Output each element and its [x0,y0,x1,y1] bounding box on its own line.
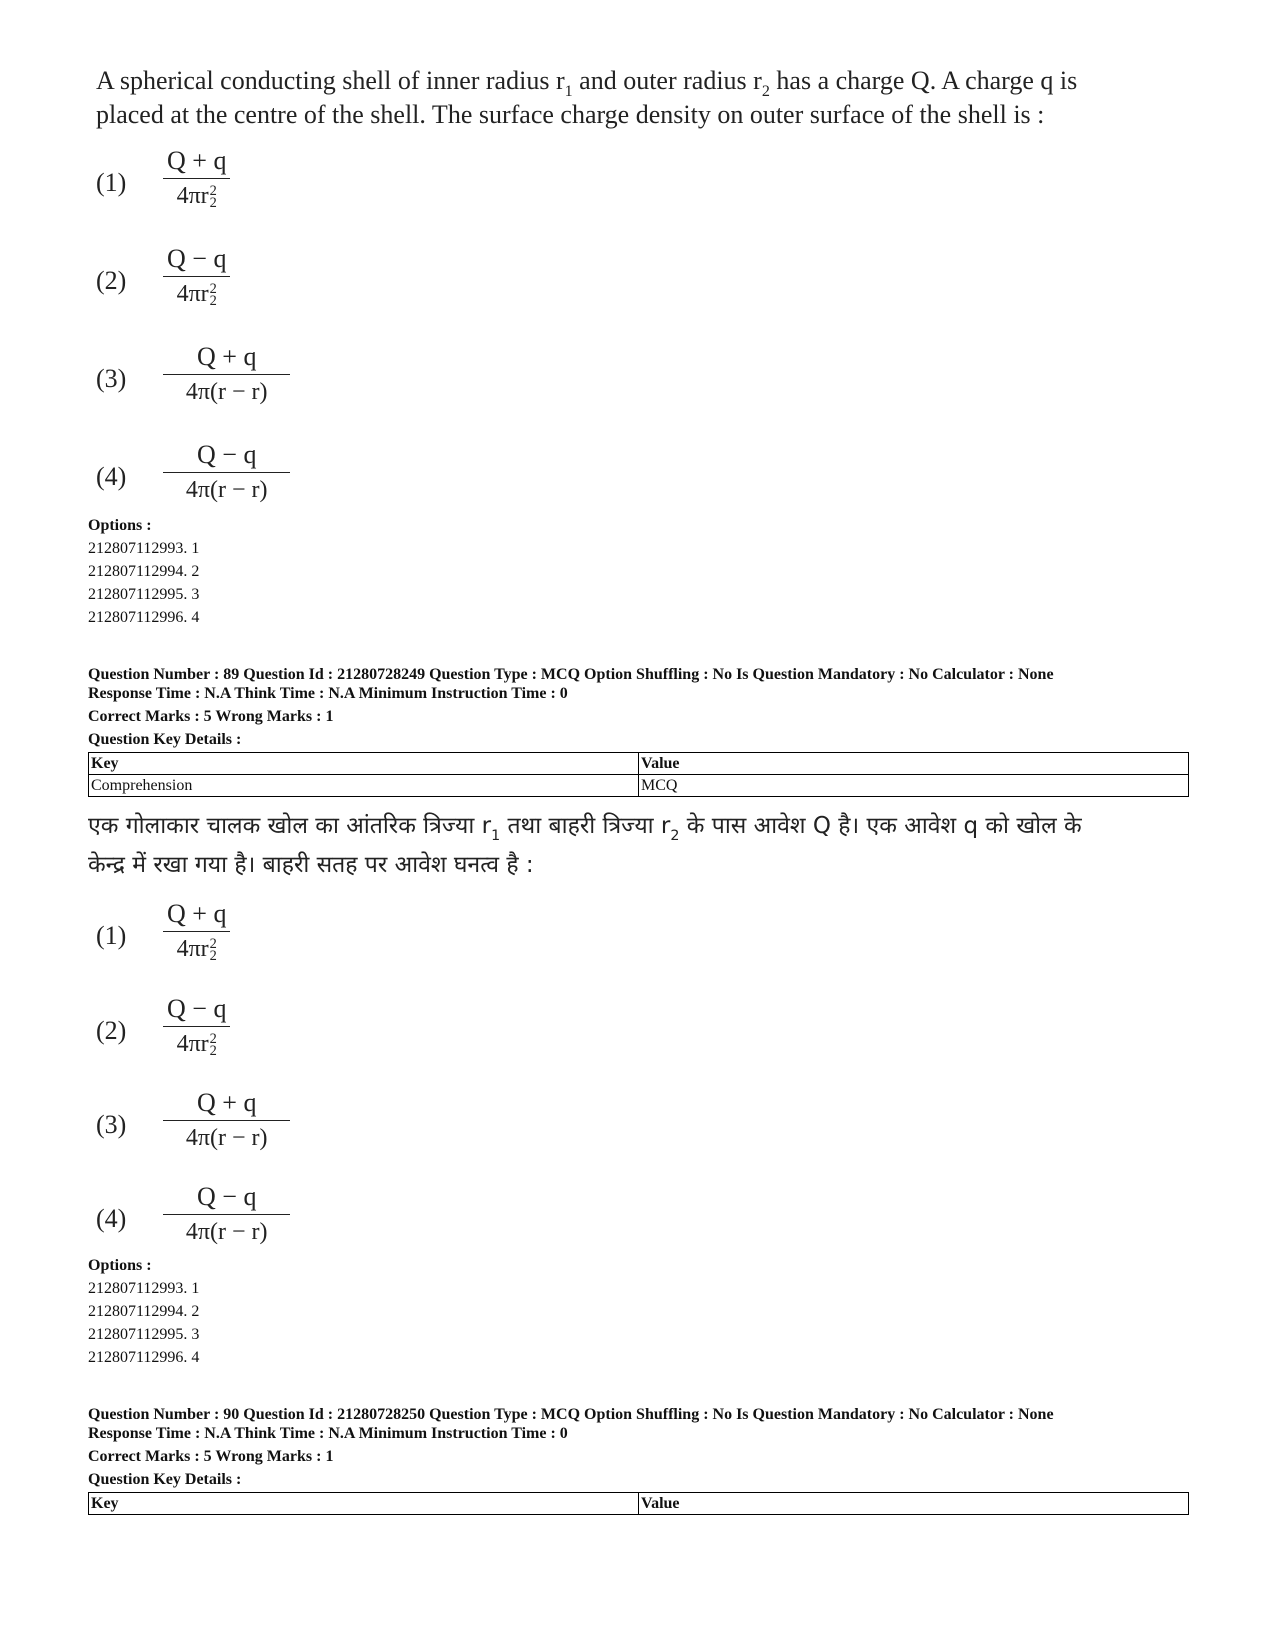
marks-line: Correct Marks : 5 Wrong Marks : 1 [88,1448,334,1465]
fraction: $\frac{Q - q}{4\pi(r - r)}$ [163,1182,290,1247]
key-details-title: Question Key Details : [88,731,242,748]
options-title: Options : [88,517,152,534]
option-item: 212807112994. 2 [88,1303,200,1320]
option-item: 212807112995. 3 [88,1326,200,1343]
marks-line: Correct Marks : 5 Wrong Marks : 1 [88,708,334,725]
response-time-line: Response Time : N.A Think Time : N.A Minimum Instruction Time : 0 [88,1425,568,1442]
question-key-table [88,752,1189,797]
option-item: 212807112993. 1 [88,540,200,557]
question-text-hindi [88,808,1082,883]
option-item: 212807112993. 1 [88,1280,200,1297]
key-details-title: Question Key Details : [88,1471,242,1488]
response-time-line: Response Time : N.A Think Time : N.A Minimum Instruction Time : 0 [88,685,568,702]
answer-choice-3: (3) $\frac{Q + q}{4\pi(r - r)}$ [96,342,496,418]
option-item: 212807112996. 4 [88,609,200,626]
question-line-2: placed at the centre of the shell. The surface charge density on outer surface of the shell is : [96,100,1045,129]
question-info-line: Question Number : 89 Question Id : 21280728249 Question Type : MCQ Option Shuffling : No Is Question Mandatory : No Calculator : None [88,666,1054,683]
fraction: $\frac{Q - q}{4\pi(r - r)}$ [163,440,290,505]
question-text-english [96,66,1077,130]
fraction: Q − q 4πr 2 2 [163,244,230,309]
question-90-meta [88,1405,1054,1489]
options-title: Options : [88,1257,152,1274]
option-item: 212807112995. 3 [88,586,200,603]
question-info-line: Question Number : 90 Question Id : 21280728250 Question Type : MCQ Option Shuffling : No Is Question Mandatory : No Calculator : None [88,1406,1054,1423]
fraction: Q + q 4πr 2 2 [163,899,230,964]
answer-choice-3: (3) $\frac{Q + q}{4\pi(r - r)}$ [96,1088,496,1164]
question-key-table [88,1492,1189,1515]
answer-choice-2: (2) Q − q 4πr 2 2 [96,244,496,320]
fraction: $\frac{Q + q}{4\pi(r - r)}$ [163,1088,290,1153]
table-header-row: Key Value [89,753,1189,775]
answer-choice-2: (2) Q − q 4πr 2 2 [96,994,496,1070]
fraction: Q + q 4πr 2 2 [163,146,230,211]
fraction: Q − q 4πr 2 2 [163,994,230,1059]
answer-choice-1: (1) Q + q 4πr 2 2 [96,146,496,222]
question-line-1: A spherical conducting shell of inner radius $r_1$ and outer radius $r_2$ has a charge Q. A charge q is [96,66,1078,100]
question-89-meta [88,665,1054,749]
answer-choice-1: (1) Q + q 4πr 2 2 [96,899,496,975]
table-header-row: Key Value [89,1493,1189,1515]
table-row: Comprehension MCQ [89,775,1189,797]
answer-choice-4: (4) $\frac{Q - q}{4\pi(r - r)}$ [96,1182,496,1258]
options-block [88,1257,199,1369]
answer-choice-4: (4) $\frac{Q - q}{4\pi(r - r)}$ [96,440,496,516]
question-line-2: केन्द्र में रखा गया है। बाहरी सतह पर आवेश घनत्व है : [88,852,534,878]
option-item: 212807112994. 2 [88,563,200,580]
fraction: $\frac{Q + q}{4\pi(r - r)}$ [163,342,290,407]
option-item: 212807112996. 4 [88,1349,200,1366]
question-line-1: एक गोलाकार चालक खोल का आंतरिक त्रिज्या $r_1$ तथा बाहरी त्रिज्या $r_2$ के पास आवेश Q है। एक आवेश q को खोल के [88,813,1082,844]
options-block [88,517,199,629]
